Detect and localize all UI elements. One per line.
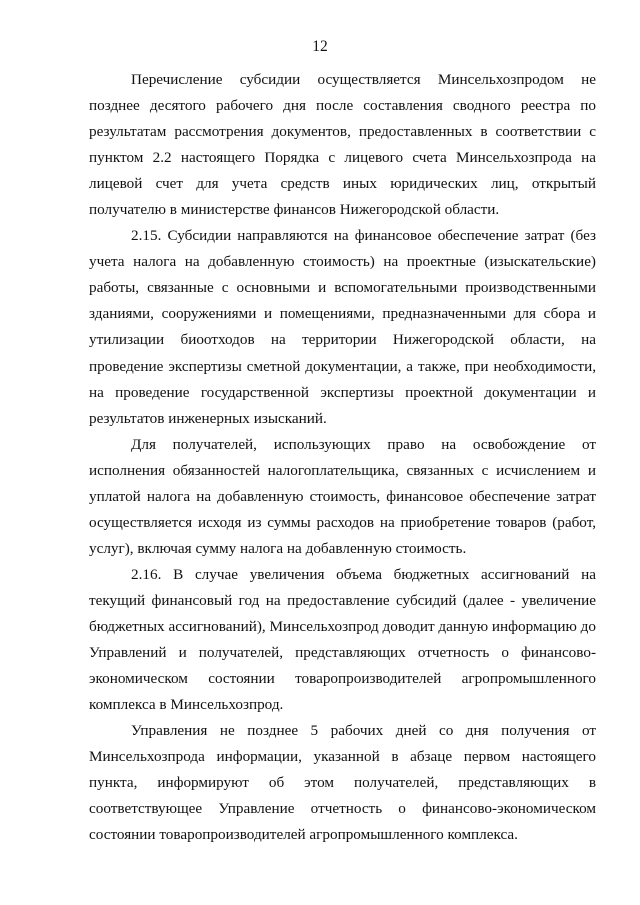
paragraph-2-16: 2.16. В случае увеличения объема бюджетных ассигнований на текущий финансовый год на предоставление субсидий (далее - увеличение бюджетных ассигнований), Минсельхозпрод доводит данную информацию до Управлений и получателей, представляющих отчетность о финансово-экономическом состоянии товаропроизводителей агропромышленного комплекса в Минсельхозпрод.: [89, 565, 596, 714]
page-number: 12: [312, 38, 328, 55]
paragraph-2-15: 2.15. Субсидии направляются на финансовое обеспечение затрат (без учета налога на добавленную стоимость) на проектные (изыскательские) работы, связанные с основными и вспомогательными производственными зданиями, сооружениями и помещениями, предназначенными для сбора и утилизации биоотходов на территории Нижегородской области, на проведение экспертизы сметной документации, а также, при необходимости, на проведение государственной экспертизы проектной документации и результатов инженерных изысканий.: [89, 227, 596, 427]
paragraph-administrations: Управления не позднее 5 рабочих дней со дня получения от Минсельхозпрода информации, указанной в абзаце первом настоящего пункта, информируют об этом получателей, представляющих в соответствующее Управление отчетность о финансово-экономическом состоянии товаропроизводителей агропромышленного комплекса.: [89, 722, 596, 844]
paragraph-subsidy-transfer: Перечисление субсидии осуществляется Минсельхозпродом не позднее десятого рабочего дня после составления сводного реестра по результатам рассмотрения документов, предоставленных в соответствии с пунктом 2.2 настоящего Порядка с лицевого счета Минсельхозпрода на лицевой счет для учета средств иных юридических лиц, открытый получателю в министерстве финансов Нижегородской области.: [89, 71, 596, 219]
document-body: [89, 67, 596, 848]
paragraph-vat-exemption: Для получателей, использующих право на освобождение от исполнения обязанностей налогоплательщика, связанных с исчислением и уплатой налога на добавленную стоимость, финансовое обеспечение затрат осуществляется исходя из суммы расходов на приобретение товаров (работ, услуг), включая сумму налога на добавленную стоимость.: [89, 435, 596, 557]
